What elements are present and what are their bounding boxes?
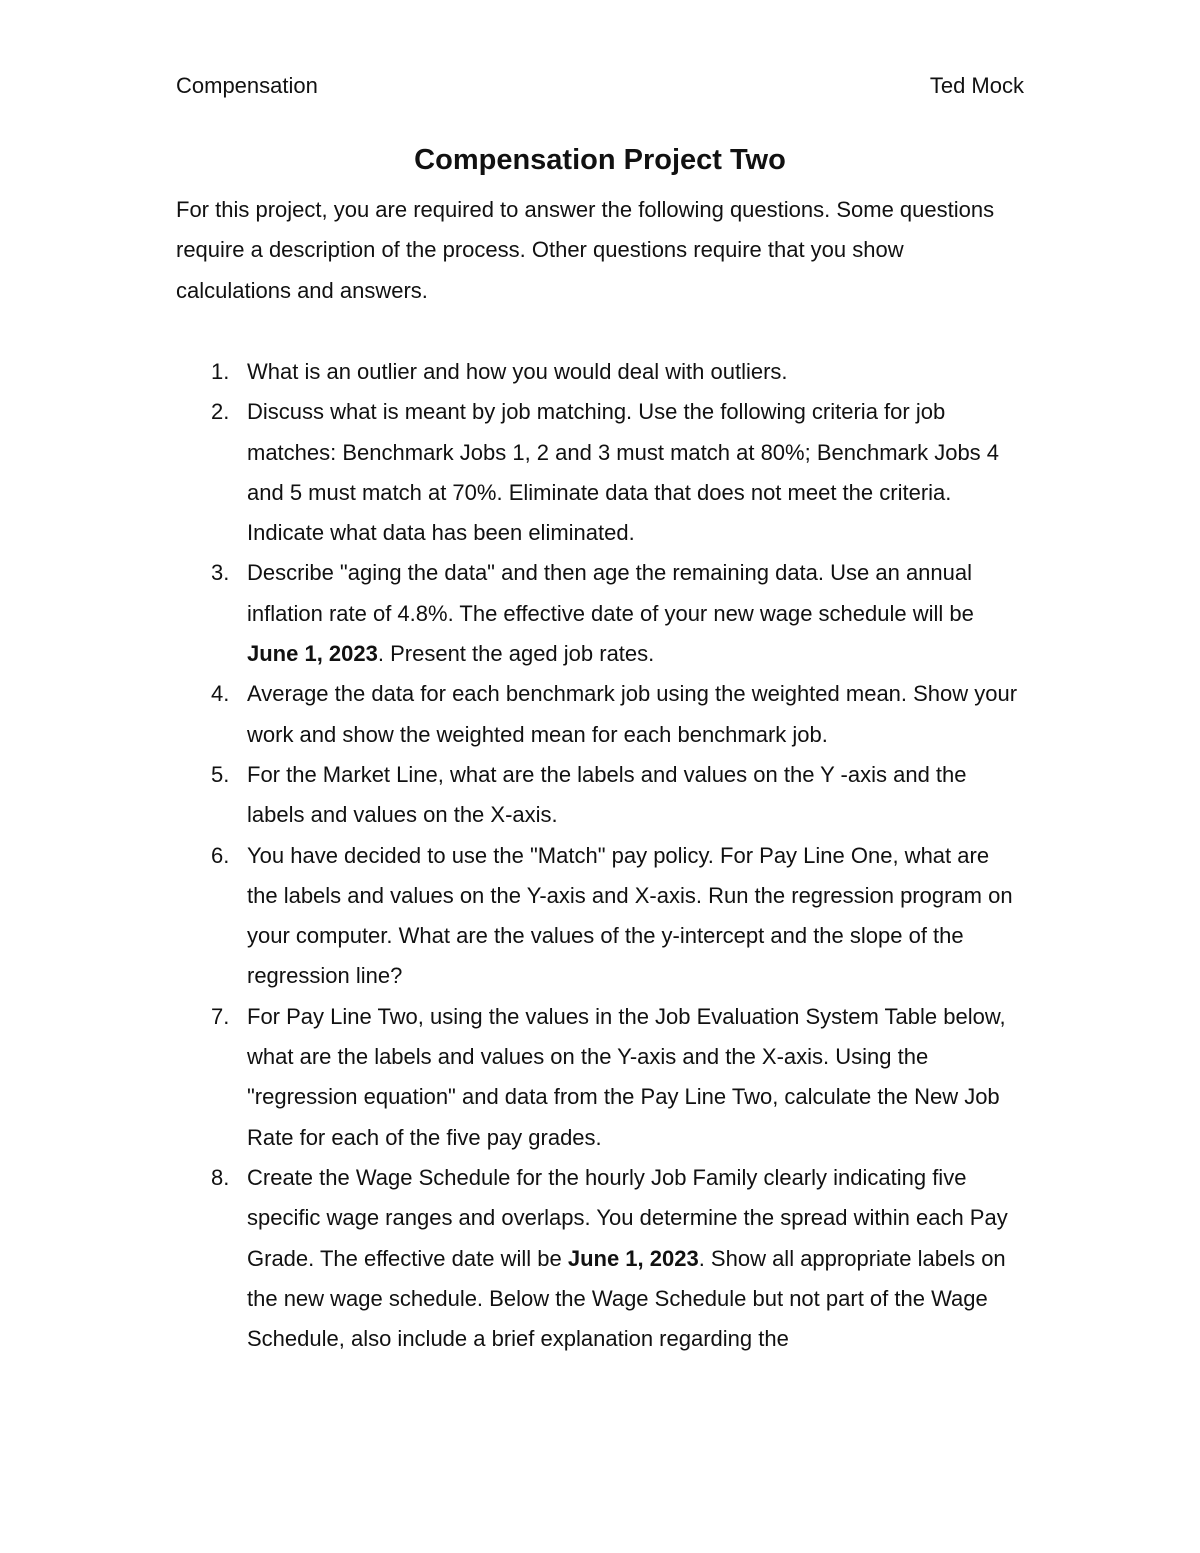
question-text-start: Describe "aging the data" and then age the remaining data. Use an annual inflation rate of 4.8%. The effective date of your new wage schedule will be [247,560,974,626]
effective-date-bold: June 1, 2023 [247,641,378,667]
question-item-6 [176,836,1024,997]
question-text: What is an outlier and how you would deal with outliers. [247,359,788,384]
intro-paragraph: For this project, you are required to answer the following questions. Some questions require a description of the process. Other questions require that you show calculations and answers. [176,197,995,303]
question-text-start: Create the Wage Schedule for the hourly Job Family clearly indicating five specific wage ranges and overlaps. You determine the spread within each Pay Grade. The effective date will be [247,1164,1008,1271]
question-text: You have decided to use the "Match" pay policy. For Pay Line One, what are the labels and values on the Y-axis and X-axis. Run the regression program on your computer. What are the values of the y-intercept and the slope of the regression line? [247,842,1013,989]
question-item-4 [176,674,1024,755]
question-text: Discuss what is meant by job matching. Use the following criteria for job matches: Benchmark Jobs 1, 2 and 3 must match at 80%; Benchmark Jobs 4 and 5 must match at 70%. Eliminate data that does not meet the criteria. Indicate what data has been eliminated. [247,399,1000,546]
question-number: 8. [211,1164,230,1190]
question-text: For the Market Line, what are the labels and values on the Y -axis and the labels and values on the X-axis. [247,761,967,828]
question-number: 5. [211,761,230,787]
question-text-end: . Present the aged job rates. [377,641,655,667]
question-item-2 [176,392,1024,553]
question-item-7 [176,997,1024,1158]
question-text [247,1165,1008,1351]
header-author-name: Ted Mock [929,73,1024,98]
question-text-end: . Show all appropriate labels on the new wage schedule. Below the Wage Schedule but not part of the Wage Schedule, also include a brief explanation regarding the [247,1245,1006,1352]
question-text: For Pay Line Two, using the values in the Job Evaluation System Table below, what are the labels and values on the Y-axis and the X-axis. Using the "regression equation" and data from the Pay Line Two, calculate the New Job Rate for each of the five pay grades. [247,1003,1006,1150]
question-number: 6. [211,842,230,868]
question-number: 7. [211,1003,230,1029]
question-text: Average the data for each benchmark job using the weighted mean. Show your work and show the weighted mean for each benchmark job. [247,681,1018,747]
question-list [176,352,1024,1359]
question-item-8 [176,1158,1024,1359]
question-number: 2. [211,399,230,425]
question-item-1 [176,352,1024,392]
question-item-3 [176,553,1024,674]
question-number: 1. [211,359,230,384]
question-number: 4. [211,681,230,707]
question-number: 3. [211,560,230,586]
question-item-5 [176,755,1024,836]
document-title: Compensation Project Two [414,144,786,176]
header-course-name: Compensation [176,73,318,98]
effective-date-bold: June 1, 2023 [567,1245,699,1271]
question-text [247,560,974,666]
page-header [176,70,1024,102]
